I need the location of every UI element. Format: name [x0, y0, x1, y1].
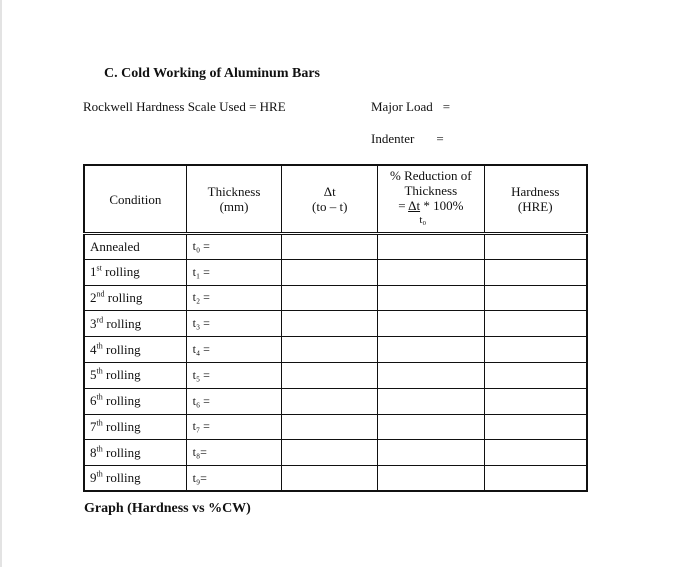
thickness-cell: t₄ = — [186, 337, 282, 363]
major-load-line — [371, 99, 450, 115]
thickness-cell: t₈= — [186, 440, 282, 466]
hardness-cell[interactable] — [484, 337, 587, 363]
delta-t-cell[interactable] — [282, 466, 378, 492]
condition-cell: 2nd rolling — [84, 285, 186, 311]
table-row — [84, 440, 587, 466]
table-row — [84, 259, 587, 285]
thickness-cell: t₇ = — [186, 414, 282, 440]
thickness-cell: t₃ = — [186, 311, 282, 337]
hardness-cell[interactable] — [484, 259, 587, 285]
hardness-cell[interactable] — [484, 285, 587, 311]
cold-working-table — [83, 164, 588, 492]
section-title: C. Cold Working of Aluminum Bars — [104, 66, 321, 81]
condition-cell: 9th rolling — [84, 466, 186, 492]
hardness-cell[interactable] — [484, 234, 587, 260]
table-row — [84, 362, 587, 388]
indenter-eq: = — [436, 131, 444, 146]
reduction-cell[interactable] — [378, 285, 484, 311]
thickness-cell: t₀ = — [186, 234, 282, 260]
condition-cell: 3rd rolling — [84, 311, 186, 337]
reduction-cell[interactable] — [378, 466, 484, 492]
table-row — [84, 234, 587, 260]
thickness-cell: t₆ = — [186, 388, 282, 414]
delta-t-cell[interactable] — [282, 362, 378, 388]
major-load-label: Major Load — [371, 99, 433, 114]
reduction-cell[interactable] — [378, 259, 484, 285]
header-reduction: % Reduction of Thickness = Δt * 100% t₀ — [378, 165, 484, 234]
header-thickness: Thickness (mm) — [186, 165, 282, 234]
delta-t-cell[interactable] — [282, 311, 378, 337]
hardness-cell[interactable] — [484, 466, 587, 492]
hardness-scale-text: Rockwell Hardness Scale Used = HRE — [83, 99, 286, 114]
table-row — [84, 414, 587, 440]
hardness-cell[interactable] — [484, 440, 587, 466]
reduction-cell[interactable] — [378, 414, 484, 440]
thickness-cell: t₅ = — [186, 362, 282, 388]
table-row — [84, 337, 587, 363]
reduction-cell[interactable] — [378, 362, 484, 388]
thickness-cell: t₂ = — [186, 285, 282, 311]
delta-t-cell[interactable] — [282, 234, 378, 260]
condition-cell: 1st rolling — [84, 259, 186, 285]
table-row — [84, 466, 587, 492]
thickness-cell: t₉= — [186, 466, 282, 492]
indenter-line — [371, 131, 444, 147]
indenter-label: Indenter — [371, 131, 415, 146]
delta-t-cell[interactable] — [282, 285, 378, 311]
condition-cell: 5th rolling — [84, 362, 186, 388]
reduction-cell[interactable] — [378, 440, 484, 466]
condition-cell: 8th rolling — [84, 440, 186, 466]
page-edge — [0, 0, 2, 567]
delta-t-cell[interactable] — [282, 259, 378, 285]
reduction-cell[interactable] — [378, 388, 484, 414]
delta-t-cell[interactable] — [282, 414, 378, 440]
table-row — [84, 285, 587, 311]
table-row — [84, 388, 587, 414]
reduction-denominator: t₀ — [419, 214, 427, 226]
table-row — [84, 311, 587, 337]
header-delta-t: Δt (to – t) — [282, 165, 378, 234]
delta-t-cell[interactable] — [282, 337, 378, 363]
hardness-cell[interactable] — [484, 388, 587, 414]
header-hardness: Hardness (HRE) — [484, 165, 587, 234]
major-load-eq: = — [442, 99, 451, 114]
delta-t-cell[interactable] — [282, 440, 378, 466]
hardness-cell[interactable] — [484, 414, 587, 440]
graph-title: Graph (Hardness vs %CW) — [84, 501, 251, 516]
reduction-cell[interactable] — [378, 234, 484, 260]
header-condition: Condition — [84, 165, 186, 234]
hardness-cell[interactable] — [484, 311, 587, 337]
hardness-cell[interactable] — [484, 362, 587, 388]
thickness-cell: t₁ = — [186, 259, 282, 285]
condition-cell: 4th rolling — [84, 337, 186, 363]
reduction-numerator: Δt — [408, 198, 421, 213]
delta-t-cell[interactable] — [282, 388, 378, 414]
condition-cell: Annealed — [84, 234, 186, 260]
reduction-cell[interactable] — [378, 337, 484, 363]
table-header-row — [84, 165, 587, 234]
condition-cell: 7th rolling — [84, 414, 186, 440]
condition-cell: 6th rolling — [84, 388, 186, 414]
reduction-cell[interactable] — [378, 311, 484, 337]
